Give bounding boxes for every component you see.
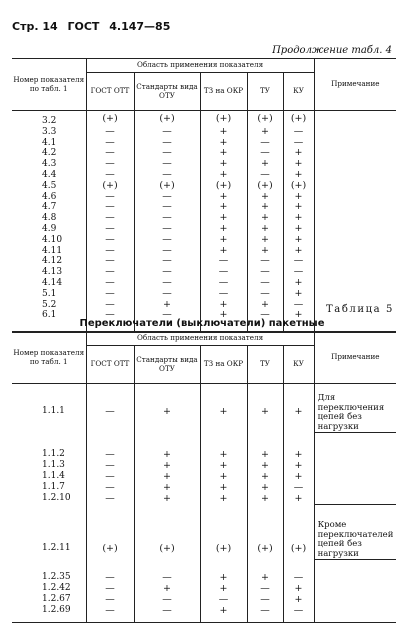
row-value: — (247, 605, 283, 616)
row-value: — (134, 148, 200, 159)
table-spacer (283, 384, 314, 403)
table-row (12, 170, 396, 181)
row-value: + (200, 202, 247, 213)
row-value: (+) (247, 538, 283, 559)
row-value: (+) (283, 538, 314, 559)
table-spacer (283, 505, 314, 539)
row-value: — (134, 170, 200, 181)
row-value: — (134, 202, 200, 213)
row-value: — (134, 289, 200, 300)
row-note (314, 138, 396, 149)
table-spacer (86, 560, 134, 572)
table-row (12, 202, 396, 213)
table-spacer (283, 560, 314, 572)
row-value: — (247, 289, 283, 300)
table-spacer (134, 384, 200, 403)
row-number: 1.1.2 (12, 449, 86, 460)
table-spacer (247, 560, 283, 572)
row-value: — (86, 170, 134, 181)
row-value: — (86, 127, 134, 138)
row-number: 3.3 (12, 127, 86, 138)
table-spacer (200, 384, 247, 403)
row-note (314, 170, 396, 181)
row-value: + (283, 235, 314, 246)
row-number: 4.10 (12, 235, 86, 246)
row-value: (+) (247, 181, 283, 192)
row-number: 1.2.42 (12, 583, 86, 594)
row-value: + (283, 148, 314, 159)
row-number: 4.12 (12, 256, 86, 267)
row-value: + (200, 192, 247, 203)
table-row (12, 278, 396, 289)
row-value: (+) (86, 538, 134, 559)
row-value: — (134, 278, 200, 289)
row-value: — (247, 278, 283, 289)
col-header-standards-otu: Стандарты вида ОТУ (134, 346, 200, 384)
row-number: 3.2 (12, 111, 86, 127)
row-value: — (134, 138, 200, 149)
row-value: — (247, 256, 283, 267)
row-value: — (283, 267, 314, 278)
row-note (314, 213, 396, 224)
row-value: (+) (134, 181, 200, 192)
row-value: + (283, 246, 314, 257)
row-value: — (134, 159, 200, 170)
row-number: 6.1 (12, 310, 86, 321)
row-value: + (200, 471, 247, 482)
group-note: Для переключения цепей без нагрузки (314, 384, 396, 433)
row-value: + (283, 278, 314, 289)
standard-number: 4.147—85 (109, 20, 171, 33)
row-value: + (283, 594, 314, 605)
row-value: (+) (86, 111, 134, 127)
table-row (12, 127, 396, 138)
row-value: + (247, 572, 283, 583)
row-value: (+) (283, 181, 314, 192)
row-value: — (86, 493, 134, 504)
row-value: + (200, 583, 247, 594)
col-header-gost-ott: ГОСТ ОТТ (86, 346, 134, 384)
row-note (314, 127, 396, 138)
row-number: 4.11 (12, 246, 86, 257)
row-value: (+) (134, 538, 200, 559)
row-number: 4.13 (12, 267, 86, 278)
row-value: — (283, 572, 314, 583)
row-value: — (86, 148, 134, 159)
group-note (314, 433, 396, 505)
row-value: — (86, 300, 134, 311)
row-value: — (86, 460, 134, 471)
col-header-group: Область применения показателя (86, 59, 314, 73)
row-value: — (247, 583, 283, 594)
row-value: + (283, 493, 314, 504)
row-value: + (200, 246, 247, 257)
row-value: (+) (247, 111, 283, 127)
row-value: + (134, 300, 200, 311)
table-spacer (134, 420, 200, 433)
row-number: 4.4 (12, 170, 86, 181)
row-value: + (283, 310, 314, 321)
row-note (314, 224, 396, 235)
col-header-gost-ott: ГОСТ ОТТ (86, 73, 134, 111)
row-value: + (200, 310, 247, 321)
table-row (12, 159, 396, 170)
row-value: — (247, 310, 283, 321)
row-number: 1.2.67 (12, 594, 86, 605)
row-value: + (134, 460, 200, 471)
row-value: (+) (200, 538, 247, 559)
row-value: + (200, 460, 247, 471)
row-number: 5.2 (12, 300, 86, 311)
row-value: — (283, 300, 314, 311)
row-value: + (247, 246, 283, 257)
row-number: 4.7 (12, 202, 86, 213)
row-value: + (134, 471, 200, 482)
table-spacer (86, 505, 134, 539)
row-value: — (283, 138, 314, 149)
row-value: — (283, 605, 314, 616)
table-5 (12, 331, 396, 623)
row-note (314, 256, 396, 267)
row-number: 4.9 (12, 224, 86, 235)
row-number: 1.1.1 (12, 402, 86, 420)
col-header-number: Номер показателя по табл. 1 (12, 332, 86, 384)
row-value: — (86, 213, 134, 224)
row-value: — (134, 256, 200, 267)
row-value: — (200, 267, 247, 278)
row-value: + (283, 583, 314, 594)
row-value: (+) (86, 181, 134, 192)
table-row (12, 138, 396, 149)
row-value: — (247, 148, 283, 159)
row-value: — (86, 310, 134, 321)
table-spacer (12, 616, 86, 622)
row-note (314, 278, 396, 289)
row-number: 1.2.35 (12, 572, 86, 583)
table-row (12, 289, 396, 300)
row-value: + (200, 170, 247, 181)
table-row (12, 224, 396, 235)
row-value: + (247, 493, 283, 504)
row-value: — (86, 402, 134, 420)
row-number: 4.8 (12, 213, 86, 224)
row-value: — (134, 246, 200, 257)
row-number: 1.1.3 (12, 460, 86, 471)
table-spacer (12, 384, 86, 403)
row-value: — (86, 256, 134, 267)
row-value: (+) (283, 111, 314, 127)
row-value: — (86, 159, 134, 170)
row-value: + (283, 213, 314, 224)
row-value: — (86, 471, 134, 482)
row-value: + (283, 170, 314, 181)
col-header-note: Примечание (314, 332, 396, 384)
row-note (314, 289, 396, 300)
row-number: 1.1.7 (12, 482, 86, 493)
row-value: + (200, 148, 247, 159)
row-value: — (134, 213, 200, 224)
row-value: + (247, 192, 283, 203)
table-row (12, 213, 396, 224)
col-header-tz-okr: ТЗ на ОКР (200, 73, 247, 111)
row-number: 4.3 (12, 159, 86, 170)
row-value: — (86, 583, 134, 594)
col-header-standards-otu: Стандарты вида ОТУ (134, 73, 200, 111)
table-row (12, 111, 396, 127)
row-value: + (200, 493, 247, 504)
row-value: + (283, 402, 314, 420)
row-value: — (134, 192, 200, 203)
row-number: 5.1 (12, 289, 86, 300)
group-note (314, 560, 396, 617)
row-value: — (86, 267, 134, 278)
row-value: + (247, 460, 283, 471)
row-number: 1.2.11 (12, 538, 86, 559)
row-value: + (247, 235, 283, 246)
row-number: 4.6 (12, 192, 86, 203)
row-number: 1.2.10 (12, 493, 86, 504)
col-header-tu: ТУ (247, 346, 283, 384)
row-value: — (283, 482, 314, 493)
table-spacer (247, 433, 283, 449)
row-note (314, 235, 396, 246)
row-value: — (86, 235, 134, 246)
row-value: — (134, 267, 200, 278)
row-value: + (283, 202, 314, 213)
row-value: + (200, 605, 247, 616)
row-value: — (200, 289, 247, 300)
table-row (12, 148, 396, 159)
table-spacer (86, 433, 134, 449)
table-spacer (200, 433, 247, 449)
row-value: — (283, 256, 314, 267)
row-value: + (247, 224, 283, 235)
row-value: + (247, 300, 283, 311)
row-value: — (86, 482, 134, 493)
col-header-ku: КУ (283, 73, 314, 111)
table-row (12, 267, 396, 278)
row-value: — (247, 594, 283, 605)
table-spacer (247, 420, 283, 433)
col-header-note: Примечание (314, 59, 396, 111)
table-spacer (247, 384, 283, 403)
continuation-caption: Продолжение табл. 4 (272, 45, 392, 56)
col-header-number: Номер показателя по табл. 1 (12, 59, 86, 111)
table-spacer (134, 616, 200, 622)
table-spacer (12, 505, 86, 539)
col-header-ku: КУ (283, 346, 314, 384)
row-value: — (134, 605, 200, 616)
row-number: 1.1.4 (12, 471, 86, 482)
row-value: — (86, 572, 134, 583)
table-spacer (200, 505, 247, 539)
row-value: + (134, 402, 200, 420)
row-value: — (86, 594, 134, 605)
table-spacer (12, 433, 86, 449)
table-spacer (314, 616, 396, 622)
table-row (12, 235, 396, 246)
row-value: + (247, 402, 283, 420)
table-spacer (247, 505, 283, 539)
row-value: + (134, 493, 200, 504)
row-value: — (86, 224, 134, 235)
table-spacer (86, 616, 134, 622)
row-value: + (200, 127, 247, 138)
row-note (314, 192, 396, 203)
row-value: — (86, 449, 134, 460)
row-value: + (283, 460, 314, 471)
row-value: — (247, 267, 283, 278)
table-spacer (86, 384, 134, 403)
row-note (314, 159, 396, 170)
row-value: + (283, 449, 314, 460)
row-value: + (200, 572, 247, 583)
row-value: + (283, 289, 314, 300)
col-header-group: Область применения показателя (86, 332, 314, 346)
table-spacer (247, 616, 283, 622)
row-value: — (86, 192, 134, 203)
row-value: + (283, 224, 314, 235)
row-value: — (86, 202, 134, 213)
table-4-continuation (12, 58, 396, 333)
row-value: — (134, 224, 200, 235)
row-value: — (283, 127, 314, 138)
row-value: + (200, 482, 247, 493)
table-spacer (283, 420, 314, 433)
row-value: + (200, 138, 247, 149)
row-number: 4.14 (12, 278, 86, 289)
page-number: Стр. 14 (12, 20, 58, 33)
page-header (12, 20, 176, 33)
row-note (314, 181, 396, 192)
table-spacer (134, 433, 200, 449)
row-number: 4.1 (12, 138, 86, 149)
row-value: + (134, 482, 200, 493)
row-value: + (247, 213, 283, 224)
row-value: + (200, 300, 247, 311)
table-5-number: Таблица 5 (325, 304, 394, 315)
table-spacer (12, 560, 86, 572)
row-value: — (134, 310, 200, 321)
row-value: — (134, 594, 200, 605)
table-spacer (283, 433, 314, 449)
row-value: (+) (134, 111, 200, 127)
row-note (314, 148, 396, 159)
table-spacer (200, 560, 247, 572)
row-value: — (200, 256, 247, 267)
row-value: + (247, 482, 283, 493)
row-value: + (283, 192, 314, 203)
row-value: — (134, 572, 200, 583)
row-note (314, 267, 396, 278)
table-spacer (283, 616, 314, 622)
row-note (314, 202, 396, 213)
row-value: — (247, 170, 283, 181)
row-value: + (134, 583, 200, 594)
col-header-tu: ТУ (247, 73, 283, 111)
row-value: — (86, 289, 134, 300)
row-value: — (134, 235, 200, 246)
row-value: + (200, 213, 247, 224)
row-note (314, 246, 396, 257)
row-value: + (247, 159, 283, 170)
row-value: — (200, 278, 247, 289)
standard-label: ГОСТ (67, 20, 100, 33)
row-value: + (283, 159, 314, 170)
row-value: + (283, 471, 314, 482)
row-value: — (86, 138, 134, 149)
row-value: + (247, 202, 283, 213)
row-value: — (86, 605, 134, 616)
row-value: + (200, 235, 247, 246)
table-spacer (86, 420, 134, 433)
row-number: 4.5 (12, 181, 86, 192)
row-number: 4.2 (12, 148, 86, 159)
group-note: Кроме переключателей цепей без нагрузки (314, 505, 396, 560)
row-value: + (200, 159, 247, 170)
table-row (12, 192, 396, 203)
row-value: — (247, 138, 283, 149)
row-value: + (134, 449, 200, 460)
table-row (12, 181, 396, 192)
row-note (314, 111, 396, 127)
table-spacer (200, 420, 247, 433)
row-value: + (247, 471, 283, 482)
table-spacer (200, 616, 247, 622)
table-spacer (134, 560, 200, 572)
table-row (12, 246, 396, 257)
row-value: — (134, 127, 200, 138)
row-value: + (200, 402, 247, 420)
row-value: + (200, 224, 247, 235)
row-value: (+) (200, 111, 247, 127)
table-5-title: Переключатели (выключатели) пакетные (79, 318, 325, 329)
row-value: + (200, 449, 247, 460)
row-number: 1.2.69 (12, 605, 86, 616)
row-value: — (200, 594, 247, 605)
table-spacer (12, 420, 86, 433)
col-header-tz-okr: ТЗ на ОКР (200, 346, 247, 384)
row-value: — (86, 246, 134, 257)
row-value: — (86, 278, 134, 289)
table-row (12, 256, 396, 267)
row-value: + (247, 127, 283, 138)
row-value: + (247, 449, 283, 460)
table-spacer (134, 505, 200, 539)
row-value: (+) (200, 181, 247, 192)
